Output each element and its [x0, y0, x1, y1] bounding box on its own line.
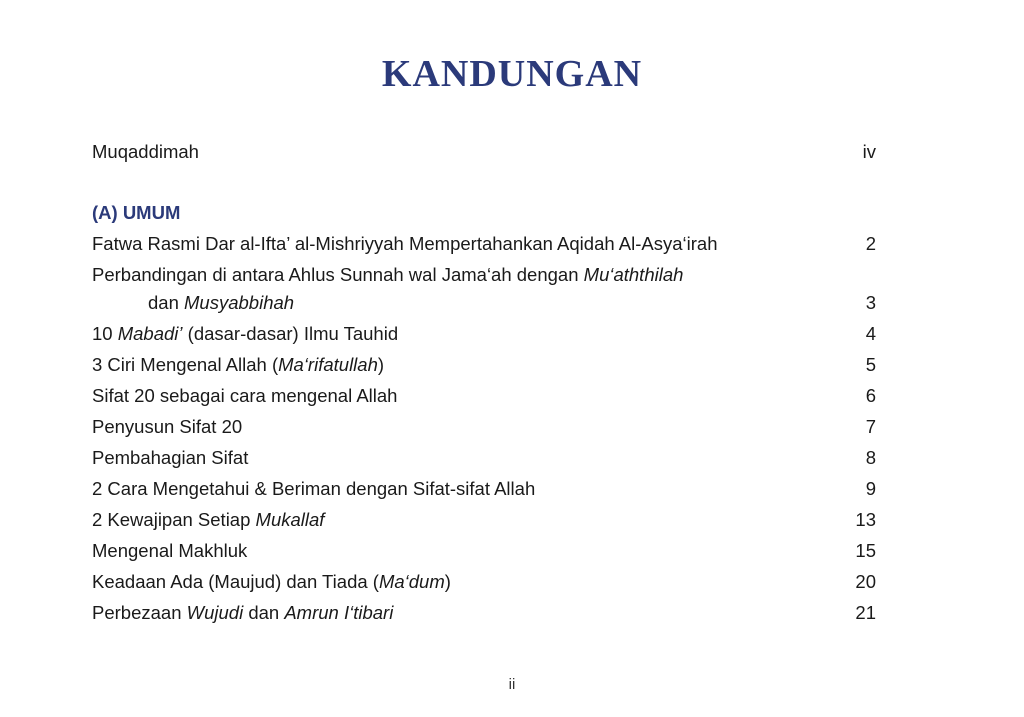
toc-entry-label — [148, 292, 294, 314]
toc-entry-page: 3 — [865, 292, 876, 313]
table-of-contents — [92, 0, 876, 717]
toc-entry-italic-text: Ma‘rifatullah — [278, 354, 378, 375]
toc-entry-label — [92, 323, 398, 345]
toc-entry-text: ) — [377, 354, 385, 375]
section-heading: (A) UMUM — [92, 202, 181, 223]
toc-entry-label — [92, 478, 535, 500]
toc-entry[interactable] — [92, 478, 876, 500]
toc-entry-page: 2 — [865, 233, 876, 254]
toc-entry-text: 2 Cara Mengetahui & Beriman dengan Sifat-sifat Allah — [92, 478, 536, 499]
toc-entry-label — [92, 571, 451, 593]
toc-entry-text: Keadaan Ada (Maujud) dan Tiada ( — [92, 571, 379, 592]
toc-entry-text: Sifat 20 sebagai cara mengenal Allah — [92, 385, 398, 406]
toc-entry-label — [92, 447, 248, 469]
toc-entry-text: (dasar-dasar) Ilmu Tauhid — [182, 323, 399, 344]
toc-entry-page: 9 — [865, 478, 876, 499]
toc-entry[interactable] — [92, 540, 876, 562]
toc-entry[interactable] — [92, 292, 876, 314]
toc-entry-text: Pembahagian Sifat — [92, 447, 249, 468]
toc-entry-italic-text: Mabadi’ — [117, 323, 183, 344]
toc-entry-label — [92, 509, 324, 531]
toc-entry-label: Muqaddimah — [92, 141, 199, 162]
toc-entry-preface[interactable] — [92, 141, 876, 163]
toc-entry-text: Mengenal Makhluk — [92, 540, 248, 561]
toc-entry[interactable] — [92, 354, 876, 376]
toc-entry-italic-text: Ma‘dum — [378, 571, 445, 592]
toc-entry-text: dan — [148, 292, 185, 313]
toc-entry[interactable] — [92, 323, 876, 345]
toc-entry-page: 13 — [855, 509, 876, 530]
toc-entry-page: iv — [862, 141, 876, 162]
toc-entry[interactable] — [92, 571, 876, 593]
toc-entry-page: 7 — [865, 416, 876, 437]
toc-entry[interactable] — [92, 233, 876, 255]
toc-entry-page: 21 — [855, 602, 876, 623]
toc-entry-italic-text: Musyabbihah — [184, 292, 295, 313]
toc-entry-page: 15 — [855, 540, 876, 561]
toc-entry-label — [92, 264, 683, 286]
toc-entry-text: Penyusun Sifat 20 — [92, 416, 243, 437]
toc-entry-page: 8 — [865, 447, 876, 468]
toc-entry[interactable] — [92, 602, 876, 624]
toc-entry[interactable] — [92, 447, 876, 469]
toc-entry-label — [92, 540, 247, 562]
toc-entry-label — [92, 233, 717, 255]
toc-entry-italic-text: Mu‘aththilah — [583, 264, 684, 285]
page-number: ii — [508, 676, 516, 693]
toc-entry-page: 5 — [865, 354, 876, 375]
toc-entry-label — [92, 602, 393, 624]
toc-entry-italic-text: Amrun I‘tibari — [284, 602, 394, 623]
toc-entry-text: 3 Ciri Mengenal Allah ( — [92, 354, 279, 375]
toc-entry-label — [92, 416, 242, 438]
toc-entry-text: ) — [444, 571, 451, 592]
toc-entry-page: 20 — [855, 571, 876, 592]
toc-entry-page: 6 — [865, 385, 876, 406]
toc-entry[interactable] — [92, 509, 876, 531]
toc-entry-text: Perbezaan — [92, 602, 187, 623]
toc-entry-label — [92, 385, 397, 407]
toc-entry-text: Fatwa Rasmi Dar al-Ifta’ al-Mishriyyah Mempertahankan Aqidah Al-Asya‘irah — [92, 233, 718, 254]
toc-entry-page: 4 — [865, 323, 876, 344]
toc-entry-text: 10 — [92, 323, 118, 344]
toc-entry-italic-text: Wujudi — [186, 602, 244, 623]
page-title: KANDUNGAN — [381, 53, 643, 95]
toc-entry-text: dan — [243, 602, 285, 623]
toc-entry-text: 2 Kewajipan Setiap — [92, 509, 256, 530]
toc-entry[interactable] — [92, 385, 876, 407]
toc-entry-italic-text: Mukallaf — [255, 509, 325, 530]
toc-entry-text: Perbandingan di antara Ahlus Sunnah wal Jama‘ah dengan — [92, 264, 584, 285]
toc-entry-label — [92, 354, 384, 376]
toc-entry[interactable] — [92, 264, 876, 286]
toc-entry[interactable] — [92, 416, 876, 438]
